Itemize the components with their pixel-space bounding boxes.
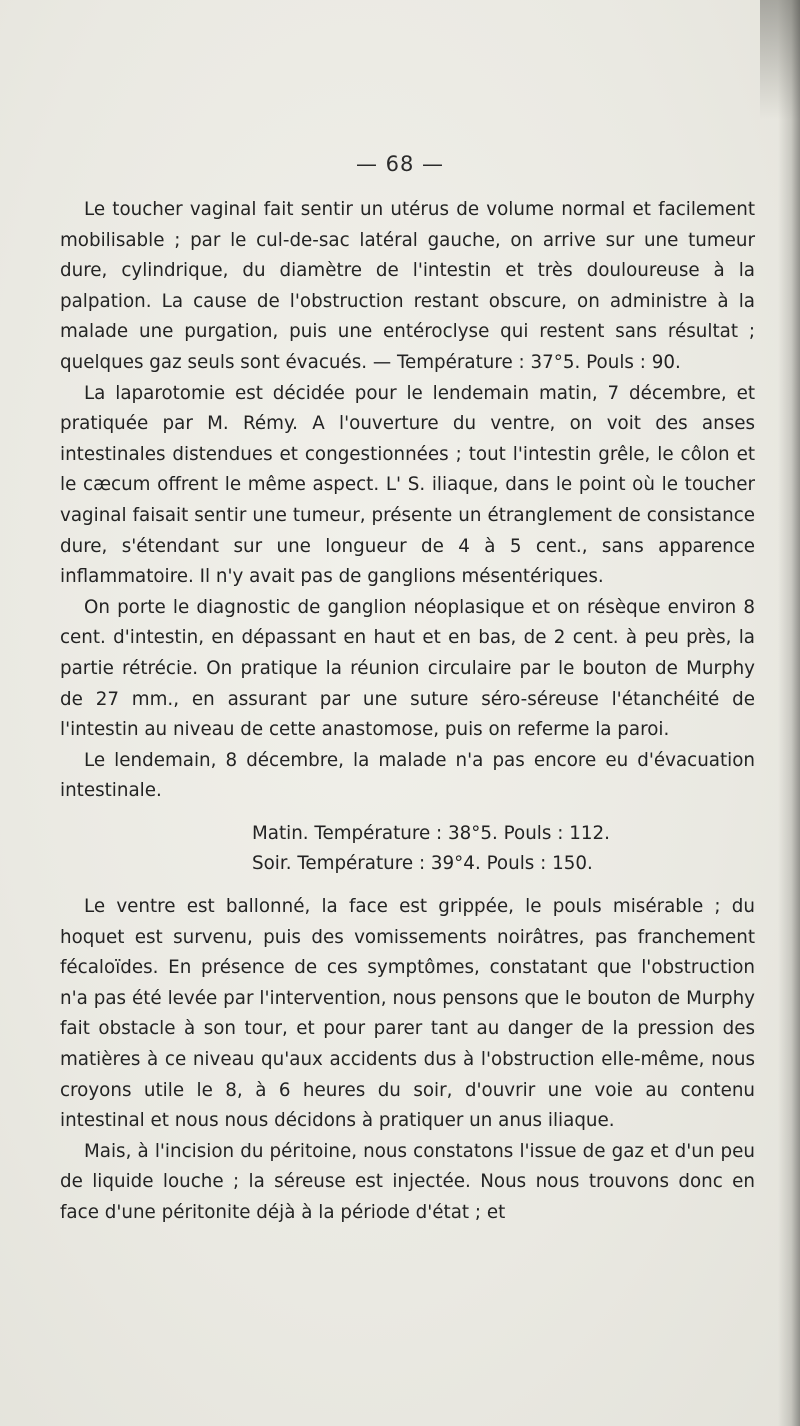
body-text: [60, 195, 755, 1229]
paragraph-3: On porte le diagnostic de ganglion néoplasique et on résèque environ 8 cent. d'intestin, en dépassant en haut et en bas, de 2 cent. à peu près, la partie rétrécie. On pratique la réunion circulaire par le bouton de Murphy de 27 mm., en assurant par une suture séro-séreuse l'étanchéité de l'intestin au niveau de cette anastomose, puis on referme la paroi.: [60, 596, 755, 741]
paragraph-1: Le toucher vaginal fait sentir un utérus de volume normal et facilement mobilisable ; par le cul-de-sac latéral gauche, on arrive sur une tumeur dure, cylindrique, du diamètre de l'intestin et très douloureuse à la palpation. La cause de l'obstruction restant obscure, on administre à la malade une purgation, puis une entéroclyse qui restent sans résultat ; quelques gaz seuls sont évacués. — Température : 37°5. Pouls : 90.: [60, 199, 755, 373]
paragraph-5: Le ventre est ballonné, la face est grippée, le pouls misérable ; du hoquet est survenu, puis des vomissements noirâtres, pas franchement fécaloïdes. En présence de ces symptômes, constatant que l'obstruction n'a pas été levée par l'intervention, nous pensons que le bouton de Murphy fait obstacle à son tour, et pour parer tant au danger de la pression des matières à ce niveau qu'aux accidents dus à l'obstruction elle-même, nous croyons utile le 8, à 6 heures du soir, d'ouvrir une voie au contenu intestinal et nous nous décidons à pratiquer un anus iliaque.: [60, 896, 755, 1132]
vitals-evening: Soir. Température : 39°4. Pouls : 150.: [252, 853, 593, 875]
page-corner-shadow: [760, 0, 800, 120]
page-number: — 68 —: [355, 152, 445, 176]
paragraph-4: Le lendemain, 8 décembre, la malade n'a pas encore eu d'évacuation intestinale.: [60, 749, 755, 802]
vitals-morning: Matin. Température : 38°5. Pouls : 112.: [252, 822, 610, 844]
page-edge-shadow: [778, 0, 800, 1426]
paragraph-6: Mais, à l'incision du péritoine, nous constatons l'issue de gaz et d'un peu de liquide louche ; la séreuse est injectée. Nous nous trouvons donc en face d'une péritonite déjà à la période d'état ; et: [60, 1140, 755, 1223]
paragraph-2: La laparotomie est décidée pour le lendemain matin, 7 décembre, et pratiquée par M. Rémy. A l'ouverture du ventre, on voit des anses intestinales distendues et congestionnées ; tout l'intestin grêle, le côlon et le cæcum offrent le même aspect. L' S. iliaque, dans le point où le toucher vaginal faisait sentir une tumeur, présente un étranglement de consistance dure, s'étendant sur une longueur de 4 à 5 cent., sans apparence inflammatoire. Il n'y avait pas de ganglions mésentériques.: [60, 382, 755, 588]
